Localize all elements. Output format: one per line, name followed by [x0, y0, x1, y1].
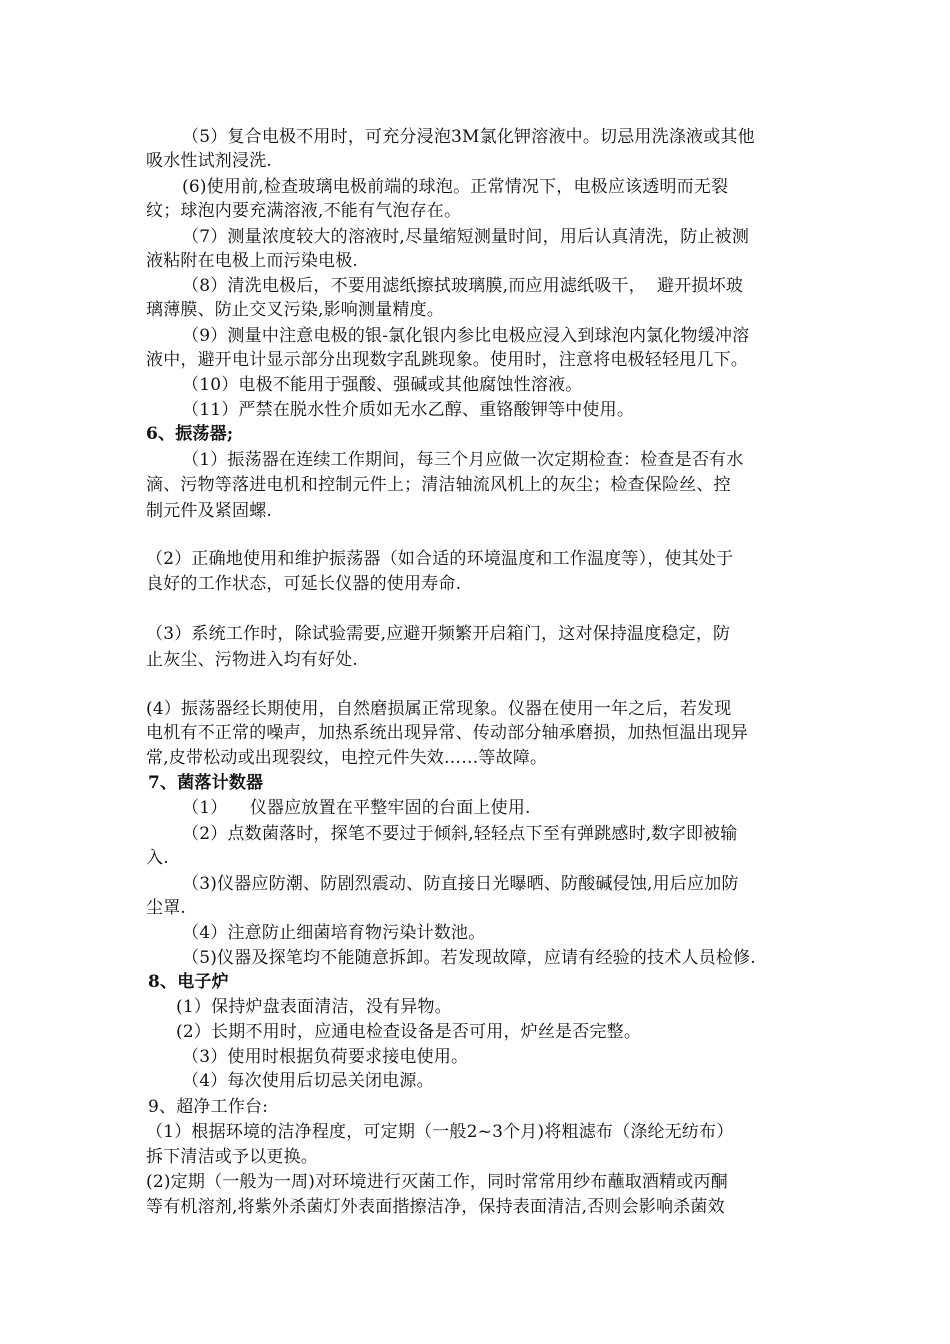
text-line: （1）振荡器在连续工作期间，每三个月应做一次定期检查：检查是否有水 — [182, 450, 744, 470]
text-line: （2）正确地使用和维护振荡器（如合适的环境温度和工作温度等），使其处于 — [146, 549, 734, 569]
text-line: （5）复合电极不用时，可充分浸泡3M氯化钾溶液中。切忌用洗涤液或其他 — [182, 127, 755, 147]
text-line: 滴、污物等落进电机和控制元件上；清洁轴流风机上的灰尘；检查保险丝、控 — [146, 475, 731, 495]
text-line: 纹；球泡内要充满溶液,不能有气泡存在。 — [146, 201, 462, 221]
text-line: （3）系统工作时，除试验需要,应避开频繁开启箱门，这对保持温度稳定，防 — [146, 624, 731, 644]
text-line: 止灰尘、污物进入均有好处. — [146, 650, 359, 670]
text-line: （4）注意防止细菌培育物污染计数池。 — [182, 923, 486, 943]
section-heading: 6、振荡器; — [146, 424, 234, 444]
section-heading: 8、电子炉 — [148, 972, 229, 992]
text-line: （1） 仪器应放置在平整牢固的台面上使用. — [182, 798, 531, 818]
text-line: (6)使用前,检查玻璃电极前端的球泡。正常情况下，电极应该透明而无裂 — [182, 177, 729, 197]
section-heading: 7、菌落计数器 — [148, 773, 264, 793]
text-line: （8）清洗电极后，不要用滤纸擦拭玻璃膜,而应用滤纸吸干， 避开损坏玻 — [182, 276, 744, 296]
text-line: 璃薄膜、防止交叉污染,影响测量精度。 — [146, 300, 445, 320]
text-line: 等有机溶剂,将紫外杀菌灯外表面揩擦洁净，保持表面清洁,否则会影响杀菌效 — [146, 1197, 725, 1217]
text-line: (2)定期（一般为一周)对环境进行灭菌工作，同时常常用纱布蘸取酒精或丙酮 — [146, 1172, 728, 1192]
text-line: (4）振荡器经长期使用，自然磨损属正常现象。仪器在使用一年之后，若发现 — [146, 699, 732, 719]
text-line: 入. — [146, 848, 169, 868]
text-line: （2）点数菌落时，探笔不要过于倾斜,轻轻点下至有弹跳感时,数字即被输 — [182, 824, 738, 844]
text-line: (1）保持炉盘表面清洁，没有异物。 — [176, 997, 452, 1017]
text-line: （5)仪器及探笔均不能随意拆卸。若发现故障，应请有经验的技术人员检修. — [182, 948, 756, 968]
text-line: (2）长期不用时，应通电检查设备是否可用，炉丝是否完整。 — [176, 1022, 642, 1042]
text-line: （4）每次使用后切忌关闭电源。 — [182, 1071, 434, 1091]
text-line: （11）严禁在脱水性介质如无水乙醇、重铬酸钾等中使用。 — [182, 400, 635, 420]
text-line: （7）测量浓度较大的溶液时,尽量缩短测量时间，用后认真清洗，防止被测 — [182, 227, 750, 247]
section-heading: 9、超净工作台: — [148, 1097, 269, 1117]
text-line: 吸水性试剂浸洗. — [146, 151, 273, 171]
text-line: 液中，避开电计显示部分出现数字乱跳现象。使用时，注意将电极轻轻甩几下。 — [146, 350, 748, 370]
text-line: 拆下清洁或予以更换。 — [146, 1147, 318, 1167]
text-line: 常,皮带松动或出现裂纹，电控元件失效……等故障。 — [146, 748, 548, 768]
text-line: 液粘附在电极上而污染电极. — [146, 251, 359, 271]
text-line: （9）测量中注意电极的银-氯化银内参比电极应浸入到球泡内氯化物缓冲溶 — [182, 326, 750, 346]
text-line: （3）使用时根据负荷要求接电使用。 — [182, 1047, 469, 1067]
text-line: 制元件及紧固螺. — [146, 501, 273, 521]
text-line: 尘罩. — [146, 898, 187, 918]
text-line: （1）根据环境的洁净程度，可定期（一般2~3个月)将粗滤布（涤纶无纺布） — [146, 1122, 734, 1142]
text-line: （3)仪器应防潮、防剧烈震动、防直接日光曝晒、防酸碱侵蚀,用后应加防 — [182, 874, 739, 894]
text-line: （10）电极不能用于强酸、强碱或其他腐蚀性溶液。 — [182, 375, 583, 395]
text-line: 电机有不正常的噪声，加热系统出现异常、传动部分轴承磨损，加热恒温出现异 — [146, 723, 748, 743]
text-line: 良好的工作状态，可延长仪器的使用寿命. — [146, 574, 462, 594]
